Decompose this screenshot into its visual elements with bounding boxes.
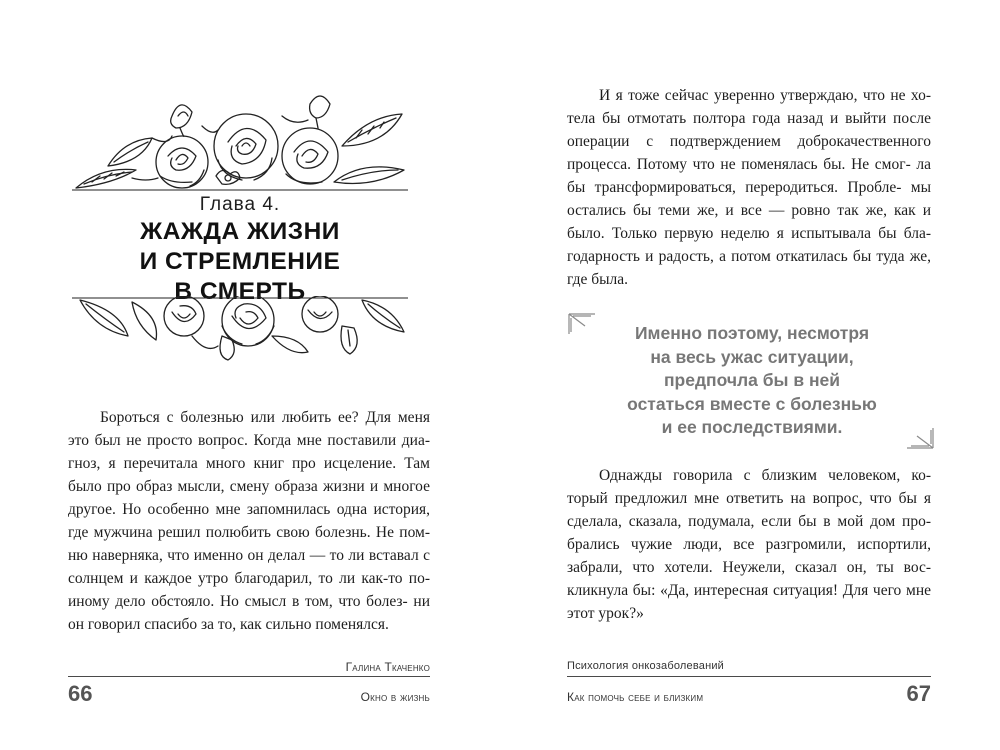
page-number: 67: [906, 681, 931, 706]
body-paragraph: Однажды говорила с близким человеком, ко- торый предложил мне ответить на вопрос, что бы я сделала, сказала, подумала, если бы в мой дом про- брались чужие люди, все разгромили, испортили, забрали, что хотели. Неужели, сказал он, ты вос- кликнула бы: «Да, интересная ситуация! Для чего мне этот урок?»: [567, 467, 931, 622]
chapter-title-line: В СМЕРТЬ: [174, 278, 306, 305]
footer-rule: [68, 676, 430, 677]
chapter-label: Глава 4.: [199, 194, 281, 215]
footer-author: Галина Ткаченко: [345, 660, 430, 674]
chapter-title-line: ЖАЖДА ЖИЗНИ: [140, 218, 340, 245]
pull-quote: Именно поэтому, несмотря на весь ужас ситуации, предпочла бы в ней остаться вместе с болезнью и ее последствиями.: [627, 323, 877, 437]
footer-book-title: Окно в жизнь: [360, 690, 430, 704]
footer-series: Психология онкозаболеваний: [567, 660, 725, 672]
body-paragraph: И я тоже сейчас уверенно утверждаю, что не хо- тела бы отмотать полтора года назад и выйти после операции с подтверждением доброкачественного процесса. Потому что не поменялась бы. Не смог- ла бы трансформироваться, переродиться. Пробле- мы остались бы теми же, и все — ровно так же, как и было. Только первую неделю я испытывала бы бла- годарность и радость, а потом откатилась бы туда же, где была.: [567, 87, 932, 288]
chapter-title: [72, 217, 408, 307]
footer-rule: [567, 676, 931, 677]
floral-ornament-icon: [72, 86, 408, 192]
page-number: 66: [68, 681, 93, 706]
chapter-title-line: И СТРЕМЛЕНИЕ: [139, 248, 341, 275]
floral-ornament-icon: [72, 296, 408, 364]
body-paragraph: Бороться с болезнью или любить ее? Для меня это был не просто вопрос. Когда мне поставили диа- гноз, я перечитала много книг про исцеление. Там было про образ мысли, смену образа жизни и многое другое. Но особенно мне запомнилась одна история, где мужчина решил полюбить свою болезнь. Не пом- ню наверняка, что именно он делал — то ли вставал с солнцем и каждое утро благодарил, то ли как-то по-иному дело обстояло. Но смысл в том, что болез- ни он говорил спасибо за то, как сильно поменялся.: [68, 409, 431, 633]
footer-subtitle: Как помочь себе и близким: [567, 690, 704, 704]
